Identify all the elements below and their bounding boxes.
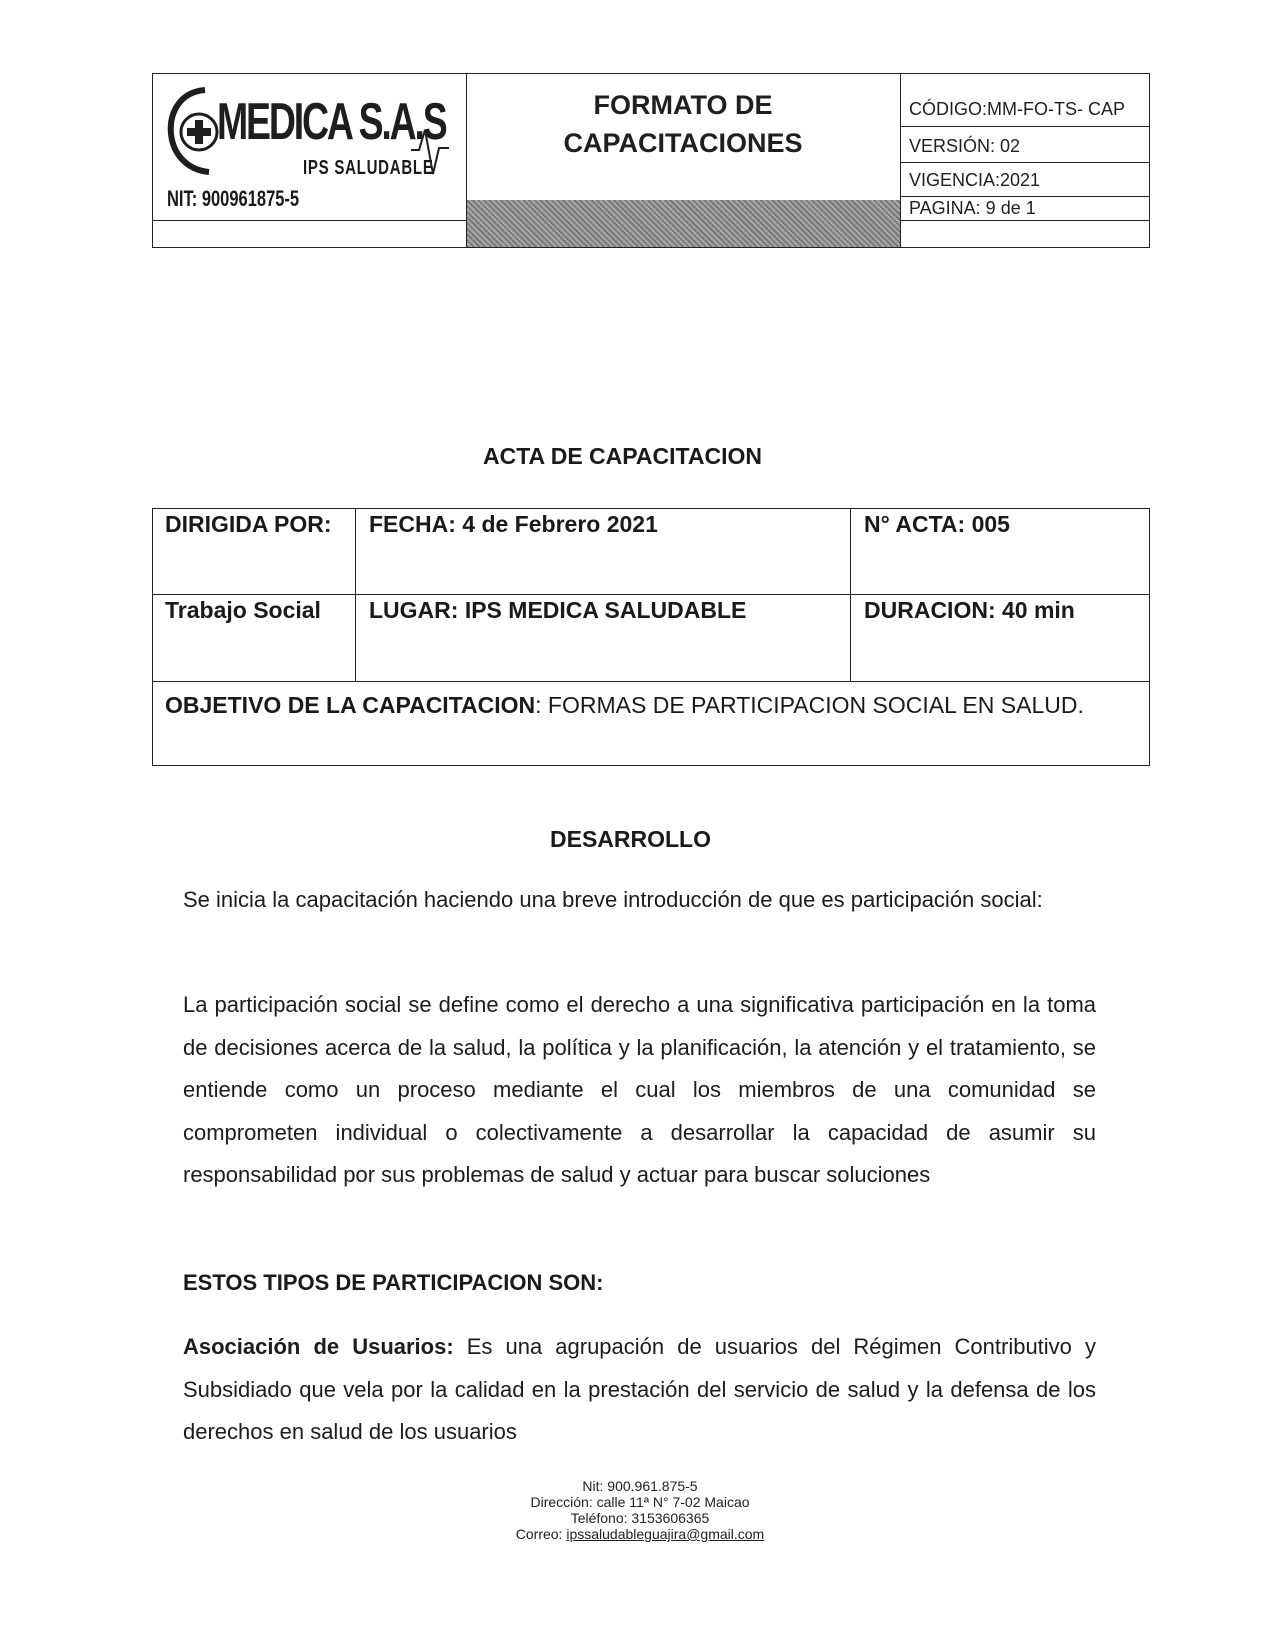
tipos-heading: ESTOS TIPOS DE PARTICIPACION SON:	[183, 1270, 604, 1295]
footer-phone: Teléfono: 3153606365	[570, 1510, 710, 1526]
definition-paragraph: La participación social se define como el derecho a una significativa participación en la toma de decisiones acerca de la salud, la política y la planificación, la atención y el tratamiento, se entiende como un proceso mediante el cual los miembros de una comunidad se comprometen individual o colectivamente a desarrollar la capacidad de asumir su responsabilidad por sus problemas de salud y actuar para buscar soluciones	[183, 992, 1096, 1187]
version: VERSIÓN: 02	[909, 136, 1021, 156]
logo-name: MEDICA S.A.S	[217, 93, 446, 151]
dirigida-value: Trabajo Social	[165, 597, 321, 623]
shaded-cell	[467, 200, 900, 247]
form-title	[466, 86, 900, 162]
dirigida-label: DIRIGIDA POR:	[165, 511, 332, 537]
objetivo	[165, 685, 1125, 726]
form-title-line: FORMATO DE	[593, 90, 773, 120]
objetivo-label: OBJETIVO DE LA CAPACITACION	[165, 692, 536, 718]
company-logo	[153, 74, 466, 221]
logo-nit: NIT: 900961875-5	[167, 186, 300, 211]
duracion: DURACION: 40 min	[864, 597, 1075, 623]
footer-nit: Nit: 900.961.875-5	[582, 1478, 698, 1494]
table-divider	[355, 509, 356, 681]
acta-number: N° ACTA: 005	[864, 511, 1010, 537]
footer-email-link[interactable]: ipssaludableguajira@gmail.com	[566, 1526, 765, 1542]
codigo: CÓDIGO:MM-FO-TS- CAP	[909, 99, 1125, 119]
asociacion-text: Es una agrupación de usuarios del Régimen Contributivo y Subsidiado que vela por la calidad en la prestación del servicio de salud y la defensa de los derechos en salud de los usuarios	[183, 1334, 1096, 1444]
intro-paragraph: Se inicia la capacitación haciendo una breve introducción de que es participación social:	[183, 887, 1043, 912]
desarrollo-title: DESARROLLO	[550, 826, 711, 852]
medical-cross-icon	[165, 84, 225, 176]
header-rule	[900, 196, 1149, 197]
logo-subtitle: IPS SALUDABLE	[303, 157, 434, 179]
objetivo-value: : FORMAS DE PARTICIPACION SOCIAL EN SALUD.	[535, 692, 1084, 718]
table-rule	[153, 681, 1149, 682]
fecha: FECHA: 4 de Febrero 2021	[369, 511, 658, 537]
table-divider	[850, 509, 851, 681]
vigencia: VIGENCIA:2021	[909, 170, 1041, 190]
footer-address: Dirección: calle 11ª N° 7-02 Maicao	[530, 1494, 750, 1510]
page-footer	[440, 1478, 840, 1542]
asociacion-paragraph	[183, 1326, 1096, 1454]
asociacion-label: Asociación de Usuarios:	[183, 1334, 454, 1359]
document-header	[152, 73, 1150, 248]
table-rule	[153, 594, 1149, 595]
footer-email-label: Correo:	[515, 1526, 567, 1542]
acta-title: ACTA DE CAPACITACION	[483, 443, 762, 469]
header-divider	[900, 74, 901, 247]
lugar: LUGAR: IPS MEDICA SALUDABLE	[369, 597, 747, 623]
acta-table	[152, 508, 1150, 766]
header-rule	[900, 126, 1149, 127]
pagina: PAGINA: 9 de 1	[909, 198, 1036, 218]
footer-email-line	[440, 1526, 840, 1542]
header-rule	[900, 162, 1149, 163]
form-title-line: CAPACITACIONES	[563, 128, 803, 158]
